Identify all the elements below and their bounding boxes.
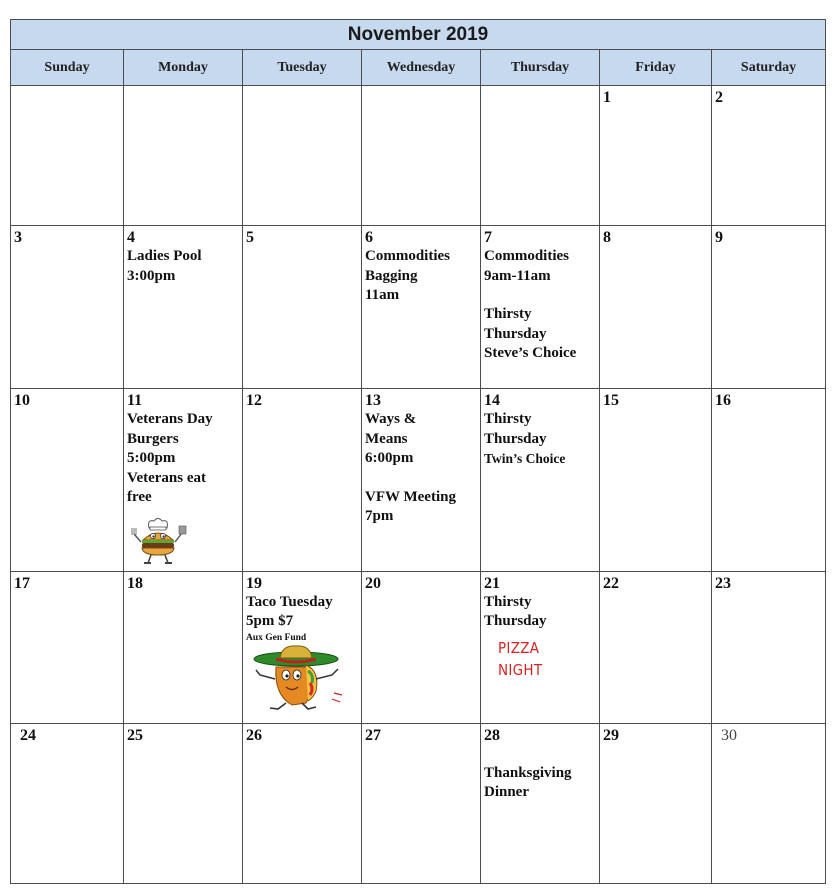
day-number: 5	[246, 229, 254, 246]
day-number: 26	[246, 726, 262, 744]
day-cell	[362, 389, 481, 572]
day-cell	[600, 86, 712, 226]
day-cell	[124, 571, 243, 723]
day-number: 25	[127, 726, 143, 744]
weekday-saturday: Saturday	[712, 50, 826, 86]
day-cell	[362, 571, 481, 723]
day-cell	[481, 86, 600, 226]
day-number: 21	[484, 574, 500, 592]
calendar-title: November 2019	[11, 20, 826, 50]
line-gap	[484, 286, 596, 305]
day-cell	[600, 571, 712, 723]
day-number: 7	[484, 229, 492, 246]
day-number: 20	[365, 574, 381, 592]
day-number: 1	[603, 89, 611, 106]
day-number: 15	[603, 392, 619, 409]
day-number: 23	[715, 574, 731, 592]
day-cell	[11, 226, 124, 389]
weekday-tuesday: Tuesday	[243, 50, 362, 86]
day-cell	[124, 226, 243, 389]
day-number: 24	[20, 726, 36, 744]
day-cell	[600, 389, 712, 572]
day-cell	[712, 389, 826, 572]
day-cell	[481, 723, 600, 883]
day-cell	[712, 86, 826, 226]
day-number: 13	[365, 392, 381, 409]
pizza-night-text: PIZZA	[498, 638, 540, 657]
day-cell	[243, 571, 362, 723]
event-text: free	[127, 489, 152, 505]
event-text: Veterans eat	[127, 469, 207, 486]
event-text: Taco Tuesday	[246, 593, 333, 610]
day-number: 8	[603, 229, 611, 246]
day-cell	[712, 571, 826, 723]
day-number: 12	[246, 392, 262, 409]
event-text: 6:00pm	[365, 450, 414, 466]
event-text: Thirsty	[484, 306, 532, 322]
week-row	[11, 86, 826, 226]
day-number: 22	[603, 574, 619, 592]
week-row	[11, 389, 826, 572]
weekday-friday: Friday	[600, 50, 712, 86]
weekday-header-row	[11, 50, 826, 86]
day-cell	[243, 389, 362, 572]
event-text: Thursday	[484, 430, 547, 447]
day-cell	[600, 226, 712, 389]
day-cell	[11, 723, 124, 883]
day-cell	[11, 571, 124, 723]
event-text: Veterans Day	[127, 411, 213, 427]
day-cell	[362, 723, 481, 883]
weekday-wednesday: Wednesday	[362, 50, 481, 86]
day-cell	[124, 86, 243, 226]
day-number: 9	[715, 229, 723, 246]
day-number: 27	[365, 726, 381, 744]
day-number: 16	[715, 392, 731, 409]
day-number: 19	[246, 574, 262, 592]
day-cell	[362, 226, 481, 389]
day-cell	[243, 86, 362, 226]
pizza-night-text: NIGHT	[498, 660, 543, 679]
weekday-thursday: Thursday	[481, 50, 600, 86]
day-number: 29	[603, 726, 619, 744]
event-text: Bagging	[365, 267, 418, 284]
day-cell	[600, 723, 712, 883]
day-cell	[481, 571, 600, 723]
day-cell	[712, 226, 826, 389]
day-number: 17	[14, 574, 30, 592]
event-text: Commodities	[365, 248, 450, 264]
week-row	[11, 226, 826, 389]
day-cell	[712, 723, 826, 883]
event-text: Commodities	[484, 248, 569, 264]
line-gap	[365, 469, 477, 488]
day-number: 11	[127, 392, 143, 409]
weekday-sunday: Sunday	[11, 50, 124, 86]
calendar-table	[10, 19, 826, 884]
burger-chef-icon	[127, 516, 189, 566]
event-note: Twin’s Choice	[484, 451, 566, 466]
day-cell	[243, 226, 362, 389]
day-number: 14	[484, 392, 500, 409]
event-text: Thirsty	[484, 593, 532, 610]
day-cell	[243, 723, 362, 883]
day-number: 28	[484, 726, 500, 744]
week-row	[11, 723, 826, 883]
event-fund-note: Aux Gen Fund	[246, 632, 307, 643]
day-number: 4	[127, 229, 135, 246]
day-cell	[11, 86, 124, 226]
day-number: 6	[365, 229, 373, 246]
day-cell	[362, 86, 481, 226]
day-number: 10	[14, 392, 30, 409]
taco-illustration	[246, 645, 358, 716]
taco-sombrero-icon	[246, 645, 350, 711]
week-row	[11, 571, 826, 723]
event-text: 7pm	[365, 508, 394, 524]
day-cell	[124, 389, 243, 572]
event-text: Steve’s Choice	[484, 345, 577, 361]
pizza-night-label	[498, 637, 596, 681]
line-gap	[484, 745, 596, 764]
burger-illustration	[127, 516, 239, 571]
day-cell	[481, 226, 600, 389]
event-text: Thursday	[484, 325, 547, 342]
event-text: Thanksgiving	[484, 764, 572, 781]
event-text: Thursday	[484, 613, 547, 629]
day-number: 2	[715, 89, 723, 106]
event-text: 9am-11am	[484, 267, 551, 284]
day-cell	[11, 389, 124, 572]
weekday-monday: Monday	[124, 50, 243, 86]
day-cell	[481, 389, 600, 572]
event-text: Ladies Pool	[127, 248, 202, 264]
event-text: Burgers	[127, 430, 179, 447]
day-number: 18	[127, 574, 143, 592]
event-text: 5:00pm	[127, 450, 176, 466]
event-text: 3:00pm	[127, 267, 176, 284]
event-text: 5pm $7	[246, 613, 294, 629]
event-text: Dinner	[484, 784, 529, 800]
event-text: Thirsty	[484, 411, 532, 427]
day-number: 3	[14, 229, 22, 246]
event-text: Means	[365, 430, 408, 447]
event-text: Ways &	[365, 411, 417, 427]
event-text: 11am	[365, 287, 400, 303]
day-number: 30	[721, 726, 737, 744]
day-cell	[124, 723, 243, 883]
event-text: VFW Meeting	[365, 488, 456, 505]
